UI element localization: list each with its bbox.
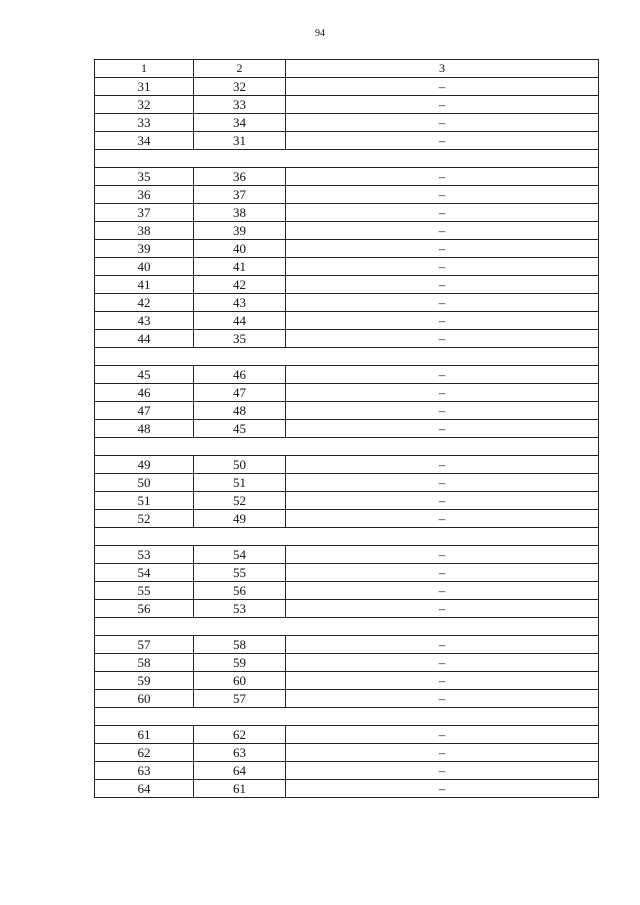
table-cell-col-1: 36 <box>95 186 194 204</box>
table-cell-col-1: 35 <box>95 168 194 186</box>
table-cell-col-1: 39 <box>95 240 194 258</box>
table-cell-col-2: 43 <box>194 294 286 312</box>
table-cell-col-2: 37 <box>194 186 286 204</box>
table-cell-col-2: 56 <box>194 582 286 600</box>
table-cell-col-3: – <box>286 744 599 762</box>
table-body <box>95 78 599 798</box>
table-row <box>95 78 599 96</box>
table-cell-col-3: – <box>286 546 599 564</box>
table-row <box>95 366 599 384</box>
header-col-1: 1 <box>95 60 194 78</box>
table-row <box>95 384 599 402</box>
table-cell-col-1: 34 <box>95 132 194 150</box>
table-cell-col-2: 48 <box>194 402 286 420</box>
table-cell-col-1: 45 <box>95 366 194 384</box>
table-cell-col-2: 40 <box>194 240 286 258</box>
table-cell-col-3: – <box>286 276 599 294</box>
group-separator-cell <box>95 618 599 636</box>
table-row <box>95 474 599 492</box>
group-separator-row <box>95 528 599 546</box>
table-header <box>95 60 599 78</box>
table-row <box>95 222 599 240</box>
group-separator-row <box>95 150 599 168</box>
table-cell-col-2: 63 <box>194 744 286 762</box>
table-cell-col-2: 38 <box>194 204 286 222</box>
table-cell-col-1: 51 <box>95 492 194 510</box>
group-separator-cell <box>95 528 599 546</box>
table-cell-col-1: 56 <box>95 600 194 618</box>
table-row <box>95 402 599 420</box>
group-separator-row <box>95 438 599 456</box>
table-cell-col-3: – <box>286 402 599 420</box>
table-cell-col-1: 60 <box>95 690 194 708</box>
table-cell-col-1: 41 <box>95 276 194 294</box>
table-row <box>95 690 599 708</box>
table-row <box>95 546 599 564</box>
table-cell-col-2: 50 <box>194 456 286 474</box>
table-row <box>95 780 599 798</box>
table-cell-col-3: – <box>286 726 599 744</box>
table-cell-col-1: 61 <box>95 726 194 744</box>
table-cell-col-1: 50 <box>95 474 194 492</box>
table-row <box>95 330 599 348</box>
table-cell-col-3: – <box>286 222 599 240</box>
table-cell-col-2: 61 <box>194 780 286 798</box>
table-cell-col-2: 53 <box>194 600 286 618</box>
table-row <box>95 258 599 276</box>
table-cell-col-3: – <box>286 672 599 690</box>
table-cell-col-2: 51 <box>194 474 286 492</box>
table-cell-col-3: – <box>286 600 599 618</box>
table-cell-col-2: 42 <box>194 276 286 294</box>
table-cell-col-2: 36 <box>194 168 286 186</box>
table-row <box>95 636 599 654</box>
header-col-3: 3 <box>286 60 599 78</box>
table-cell-col-2: 34 <box>194 114 286 132</box>
group-separator-cell <box>95 708 599 726</box>
table-cell-col-3: – <box>286 456 599 474</box>
table-cell-col-3: – <box>286 492 599 510</box>
table-cell-col-2: 46 <box>194 366 286 384</box>
table-cell-col-1: 54 <box>95 564 194 582</box>
table-cell-col-2: 44 <box>194 312 286 330</box>
table-cell-col-3: – <box>286 420 599 438</box>
table-cell-col-2: 45 <box>194 420 286 438</box>
group-separator-cell <box>95 150 599 168</box>
header-col-2: 2 <box>194 60 286 78</box>
table-row <box>95 672 599 690</box>
table-row <box>95 564 599 582</box>
table-row <box>95 132 599 150</box>
table-row <box>95 600 599 618</box>
table-row <box>95 186 599 204</box>
table-cell-col-1: 48 <box>95 420 194 438</box>
table-cell-col-3: – <box>286 474 599 492</box>
table-cell-col-2: 58 <box>194 636 286 654</box>
table-row <box>95 240 599 258</box>
table-row <box>95 96 599 114</box>
table-cell-col-2: 55 <box>194 564 286 582</box>
table-cell-col-1: 64 <box>95 780 194 798</box>
table-cell-col-2: 52 <box>194 492 286 510</box>
table-cell-col-2: 60 <box>194 672 286 690</box>
table-cell-col-1: 59 <box>95 672 194 690</box>
table-cell-col-3: – <box>286 564 599 582</box>
table-cell-col-2: 64 <box>194 762 286 780</box>
table-cell-col-3: – <box>286 690 599 708</box>
table-cell-col-3: – <box>286 114 599 132</box>
table-cell-col-1: 52 <box>95 510 194 528</box>
table-cell-col-3: – <box>286 186 599 204</box>
table-cell-col-3: – <box>286 204 599 222</box>
table-row <box>95 420 599 438</box>
table-cell-col-3: – <box>286 510 599 528</box>
table-row <box>95 456 599 474</box>
table-cell-col-1: 63 <box>95 762 194 780</box>
page-number: 94 <box>315 28 325 39</box>
table-cell-col-1: 43 <box>95 312 194 330</box>
table-row <box>95 114 599 132</box>
table-cell-col-1: 49 <box>95 456 194 474</box>
group-separator-row <box>95 708 599 726</box>
header-row <box>95 60 599 78</box>
table-cell-col-1: 32 <box>95 96 194 114</box>
table-row <box>95 276 599 294</box>
table-row <box>95 204 599 222</box>
table-cell-col-3: – <box>286 312 599 330</box>
table-cell-col-1: 31 <box>95 78 194 96</box>
table-row <box>95 492 599 510</box>
table-cell-col-1: 46 <box>95 384 194 402</box>
table-cell-col-1: 47 <box>95 402 194 420</box>
table-row <box>95 294 599 312</box>
table-row <box>95 312 599 330</box>
data-table <box>94 59 599 798</box>
table-cell-col-2: 35 <box>194 330 286 348</box>
table-cell-col-3: – <box>286 294 599 312</box>
table-cell-col-2: 62 <box>194 726 286 744</box>
table-cell-col-3: – <box>286 168 599 186</box>
table-cell-col-3: – <box>286 132 599 150</box>
table-row <box>95 726 599 744</box>
group-separator-row <box>95 348 599 366</box>
table-cell-col-3: – <box>286 762 599 780</box>
table-cell-col-1: 55 <box>95 582 194 600</box>
table-cell-col-1: 37 <box>95 204 194 222</box>
table-row <box>95 510 599 528</box>
table-row <box>95 654 599 672</box>
table-cell-col-1: 42 <box>95 294 194 312</box>
table-cell-col-2: 31 <box>194 132 286 150</box>
table-cell-col-3: – <box>286 96 599 114</box>
table-cell-col-3: – <box>286 366 599 384</box>
table-cell-col-1: 44 <box>95 330 194 348</box>
table-cell-col-3: – <box>286 384 599 402</box>
table-cell-col-1: 57 <box>95 636 194 654</box>
table-cell-col-3: – <box>286 654 599 672</box>
group-separator-cell <box>95 348 599 366</box>
table-cell-col-3: – <box>286 636 599 654</box>
table-cell-col-3: – <box>286 258 599 276</box>
table-cell-col-3: – <box>286 330 599 348</box>
table-cell-col-1: 62 <box>95 744 194 762</box>
table-cell-col-3: – <box>286 582 599 600</box>
table-cell-col-2: 57 <box>194 690 286 708</box>
table-cell-col-3: – <box>286 780 599 798</box>
table-cell-col-2: 49 <box>194 510 286 528</box>
table-cell-col-1: 38 <box>95 222 194 240</box>
table-cell-col-1: 33 <box>95 114 194 132</box>
table-cell-col-3: – <box>286 240 599 258</box>
table-cell-col-2: 39 <box>194 222 286 240</box>
table-cell-col-2: 32 <box>194 78 286 96</box>
table-cell-col-3: – <box>286 78 599 96</box>
table-cell-col-2: 41 <box>194 258 286 276</box>
table-row <box>95 168 599 186</box>
table-cell-col-2: 33 <box>194 96 286 114</box>
table-cell-col-1: 53 <box>95 546 194 564</box>
table-cell-col-1: 58 <box>95 654 194 672</box>
table-cell-col-2: 54 <box>194 546 286 564</box>
table-cell-col-2: 59 <box>194 654 286 672</box>
table-row <box>95 744 599 762</box>
table-row <box>95 762 599 780</box>
table-cell-col-2: 47 <box>194 384 286 402</box>
table-row <box>95 582 599 600</box>
group-separator-row <box>95 618 599 636</box>
table-cell-col-1: 40 <box>95 258 194 276</box>
group-separator-cell <box>95 438 599 456</box>
